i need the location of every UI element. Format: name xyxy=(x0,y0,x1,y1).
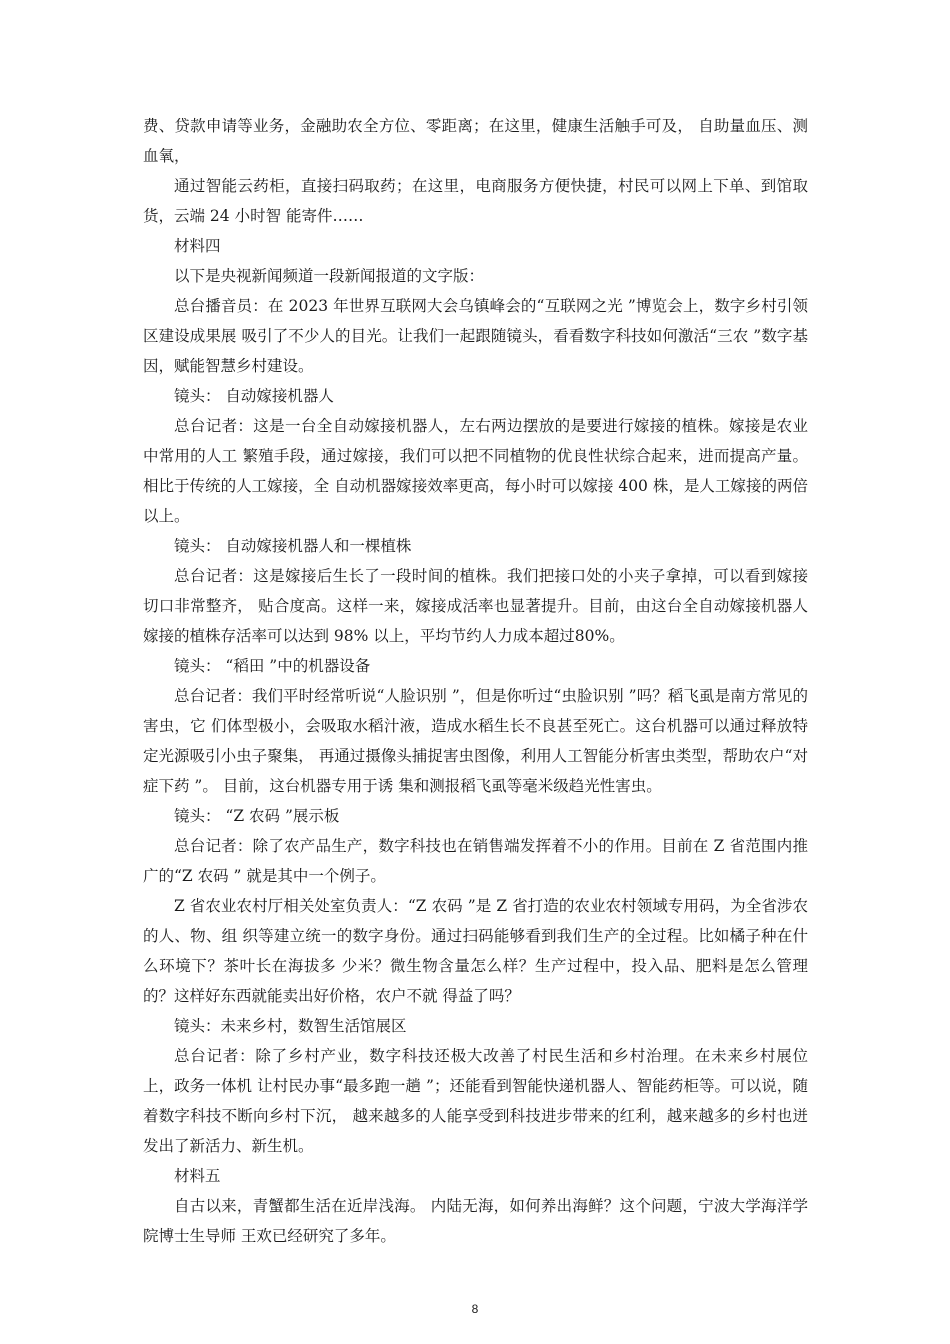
page-number: 8 xyxy=(471,1302,479,1316)
paragraph-official-z-code: Z 省农业农村厅相关处室负责人：“Z 农码 ”是 Z 省打造的农业农村领域专用码，为全省涉农的人、物、组 织等建立统一的数字身份。通过扫码能够看到我们生产的全过程。比如橘子种在什么环境下？茶叶长在海拔多 少米？微生物含量怎么样？生产过程中，投入品、肥料是怎么管理的？这样好东西就能卖出好价格，农户不就 得益了吗？ xyxy=(143,897,808,1005)
section-heading-material-5: 材料五 xyxy=(174,1167,221,1185)
paragraph-intro-continuation: 费、贷款申请等业务，金融助农全方位、零距离；在这里，健康生活触手可及， 自助量血压、测血氧， xyxy=(143,117,808,165)
paragraph-cloud-pharmacy: 通过智能云药柜，直接扫码取药；在这里，电商服务方便快捷，村民可以网上下单、到馆取货，云端 24 小时智 能寄件…… xyxy=(143,177,808,225)
paragraph-green-crab: 自古以来，青蟹都生活在近岸浅海。 内陆无海，如何养出海鲜？这个问题，宁波大学海洋学院博士生导师 王欢已经研究了多年。 xyxy=(143,1197,808,1245)
shot-label-robot-and-plant: 镜头： 自动嫁接机器人和一棵植株 xyxy=(174,537,412,555)
paragraph-reporter-insect-recognition: 总台记者：我们平时经常听说“人脸识别 ”，但是你听过“虫脸识别 ”吗？稻飞虱是南方常见的害虫，它 们体型极小，会吸取水稻汁液，造成水稻生长不良甚至死亡。这台机器可以通过释放特定光源吸引小虫子聚集， 再通过摄像头捕捉害虫图像，利用人工智能分析害虫类型，帮助农户“对症下药 ”。 目前，这台机器专用于诱 集和测报稻飞虱等毫米级趋光性害虫。 xyxy=(143,687,808,795)
paragraph-anchor: 总台播音员：在 2023 年世界互联网大会乌镇峰会的“互联网之光 ”博览会上，数字乡村引领区建设成果展 吸引了不少人的目光。让我们一起跟随镜头，看看数字科技如何激活“三农 ”数字基因，赋能智慧乡村建设。 xyxy=(143,297,808,375)
paragraph-reporter-survival-rate: 总台记者：这是嫁接后生长了一段时间的植株。我们把接口处的小夹子拿掉，可以看到嫁接切口非常整齐， 贴合度高。这样一来，嫁接成活率也显著提升。目前，由这台全自动嫁接机器人嫁接的植株存活率可以达到 98% 以上，平均节约人力成本超过80%。 xyxy=(143,567,808,645)
section-heading-material-4: 材料四 xyxy=(174,237,221,255)
shot-label-future-village: 镜头：未来乡村，数智生活馆展区 xyxy=(174,1017,407,1035)
paragraph-reporter-z-code: 总台记者：除了农产品生产，数字科技也在销售端发挥着不小的作用。目前在 Z 省范围内推广的“Z 农码 ” 就是其中一个例子。 xyxy=(143,837,808,885)
shot-label-z-code-board: 镜头： “Z 农码 ”展示板 xyxy=(174,807,340,825)
paragraph-reporter-future-village: 总台记者：除了乡村产业，数字科技还极大改善了村民生活和乡村治理。在未来乡村展位上，政务一体机 让村民办事“最多跑一趟 ”；还能看到智能快递机器人、智能药柜等。可以说，随着数字科技不断向乡村下沉， 越来越多的人能享受到科技进步带来的红利，越来越多的乡村也迸发出了新活力、新生机。 xyxy=(143,1047,808,1155)
shot-label-rice-field-device: 镜头： “稻田 ”中的机器设备 xyxy=(174,657,371,675)
paragraph-reporter-grafting: 总台记者：这是一台全自动嫁接机器人，左右两边摆放的是要进行嫁接的植株。嫁接是农业中常用的人工 繁殖手段，通过嫁接，我们可以把不同植物的优良性状综合起来，进而提高产量。相比于传统的人工嫁接，全 自动机器嫁接效率更高，每小时可以嫁接 400 株，是人工嫁接的两倍以上。 xyxy=(143,417,808,525)
shot-label-grafting-robot: 镜头： 自动嫁接机器人 xyxy=(174,387,334,405)
document-body xyxy=(143,111,808,1251)
paragraph-news-intro: 以下是央视新闻频道一段新闻报道的文字版： xyxy=(174,267,485,285)
